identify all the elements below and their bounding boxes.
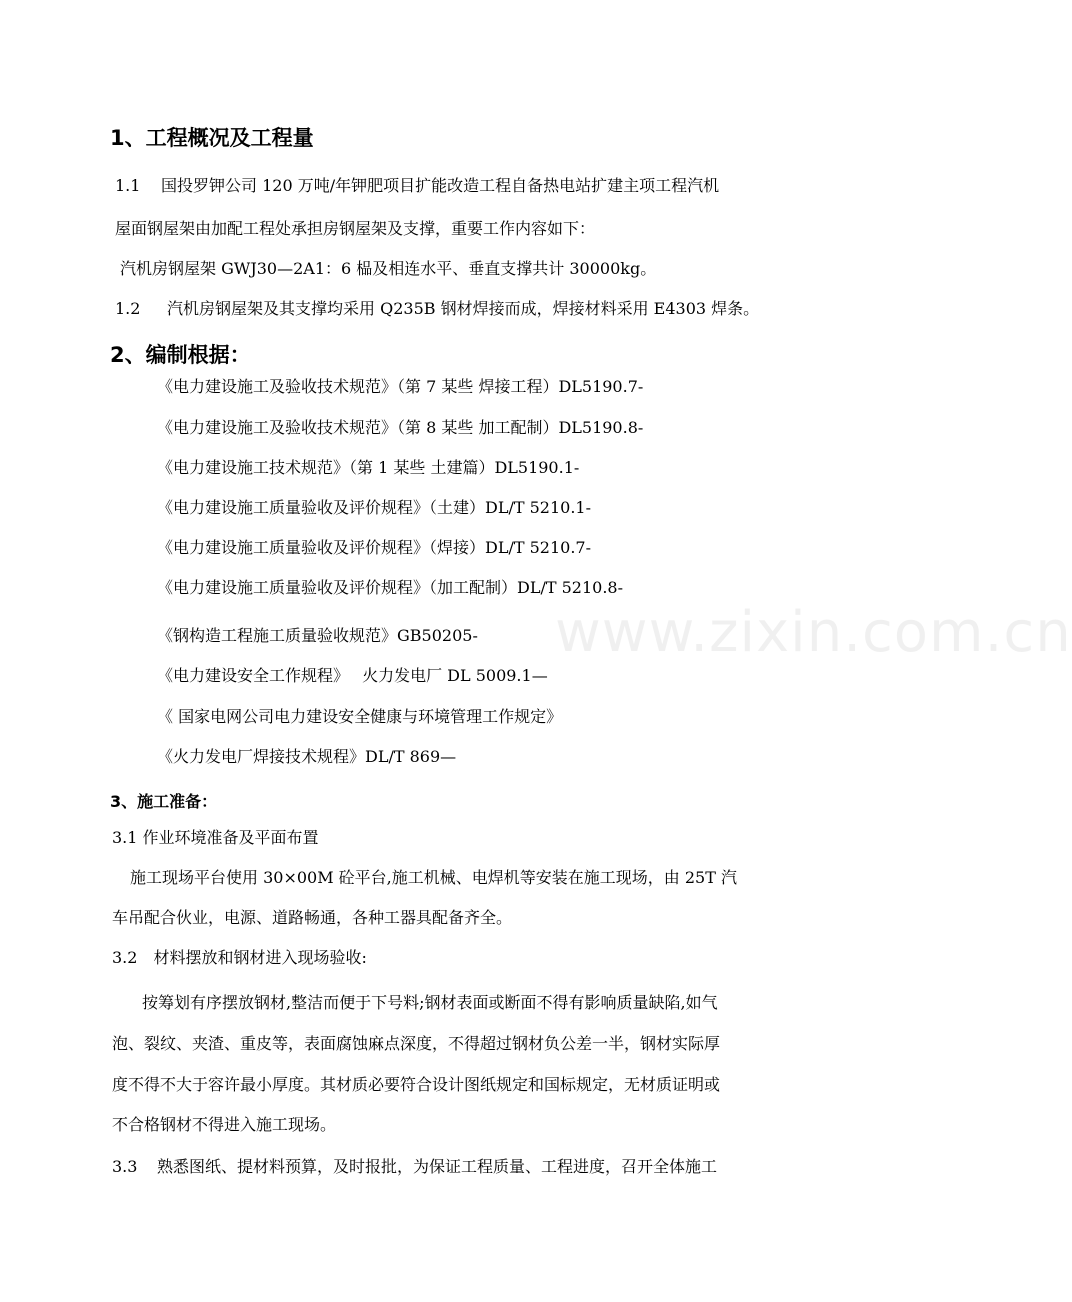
section-3-heading: 3、施工准备： <box>110 792 218 811</box>
clause-1-1-text-line-2: 屋面钢屋架由加配工程处承担房钢屋架及支撑，重要工作内容如下： <box>115 219 596 238</box>
section-2-heading: 2、编制根据： <box>110 343 251 367</box>
reference-item: 《电力建设安全工作规程》 火力发电厂 DL 5009.1— <box>157 666 548 685</box>
clause-3-2-title: 3.2 材料摆放和钢材进入现场验收: <box>112 948 367 967</box>
reference-item: 《电力建设施工质量验收及评价规程》（加工配制）DL/T 5210.8- <box>157 578 623 597</box>
clause-3-1-text-line-2: 车吊配合伙业，电源、道路畅通，各种工器具配备齐全。 <box>112 908 513 927</box>
clause-1-1-text-line-1: 国投罗钾公司 120 万吨/年钾肥项目扩能改造工程自备热电站扩建主项工程汽机 <box>161 176 720 195</box>
reference-item: 《电力建设施工质量验收及评价规程》（土建）DL/T 5210.1- <box>157 498 591 517</box>
clause-1-1-number: 1.1 <box>115 176 141 195</box>
reference-item: 《电力建设施工技术规范》（第 1 某些 土建篇）DL5190.1- <box>157 458 580 477</box>
clause-3-2-text-line-3: 度不得不大于容许最小厚度。其材质必要符合设计图纸规定和国标规定，无材质证明或 <box>112 1075 721 1094</box>
reference-item: 《电力建设施工质量验收及评价规程》（焊接）DL/T 5210.7- <box>157 538 591 557</box>
watermark: www.zixin.com.cn <box>555 600 1072 665</box>
clause-1-2-number: 1.2 <box>115 299 141 318</box>
reference-item: 《电力建设施工及验收技术规范》（第 8 某些 加工配制）DL5190.8- <box>157 418 644 437</box>
clause-3-3-number: 3.3 <box>112 1157 138 1176</box>
clause-3-2-text-line-4: 不合格钢材不得进入施工现场。 <box>112 1115 337 1134</box>
reference-item: 《火力发电厂焊接技术规程》DL/T 869— <box>157 747 457 766</box>
reference-item: 《电力建设施工及验收技术规范》（第 7 某些 焊接工程）DL5190.7- <box>157 377 644 396</box>
clause-3-3-text-line-1: 熟悉图纸、提材料预算，及时报批，为保证工程质量、工程进度，召开全体施工 <box>157 1157 718 1176</box>
section-1-heading: 1、工程概况及工程量 <box>110 126 314 150</box>
clause-3-2-text-line-2: 泡、裂纹、夹渣、重皮等，表面腐蚀麻点深度，不得超过钢材负公差一半，钢材实际厚 <box>112 1034 721 1053</box>
reference-item: 《钢构造工程施工质量验收规范》GB50205- <box>157 626 478 645</box>
reference-item: 《 国家电网公司电力建设安全健康与环境管理工作规定》 <box>157 707 563 726</box>
clause-3-1-title: 3.1 作业环境准备及平面布置 <box>112 828 319 847</box>
clause-3-2-text-line-1: 按筹划有序摆放钢材,整洁而便于下号料;钢材表面或断面不得有影响质量缺陷,如气 <box>142 993 718 1012</box>
clause-3-1-text-line-1: 施工现场平台使用 30×00M 砼平台,施工机械、电焊机等安装在施工现场，由 25T 汽 <box>130 868 737 887</box>
clause-1-1-text-line-3: 汽机房钢屋架 GWJ30—2A1：6 榀及相连水平、垂直支撑共计 30000kg。 <box>120 259 657 278</box>
clause-1-2-text: 汽机房钢屋架及其支撑均采用 Q235B 钢材焊接而成，焊接材料采用 E4303 焊条。 <box>167 299 760 318</box>
